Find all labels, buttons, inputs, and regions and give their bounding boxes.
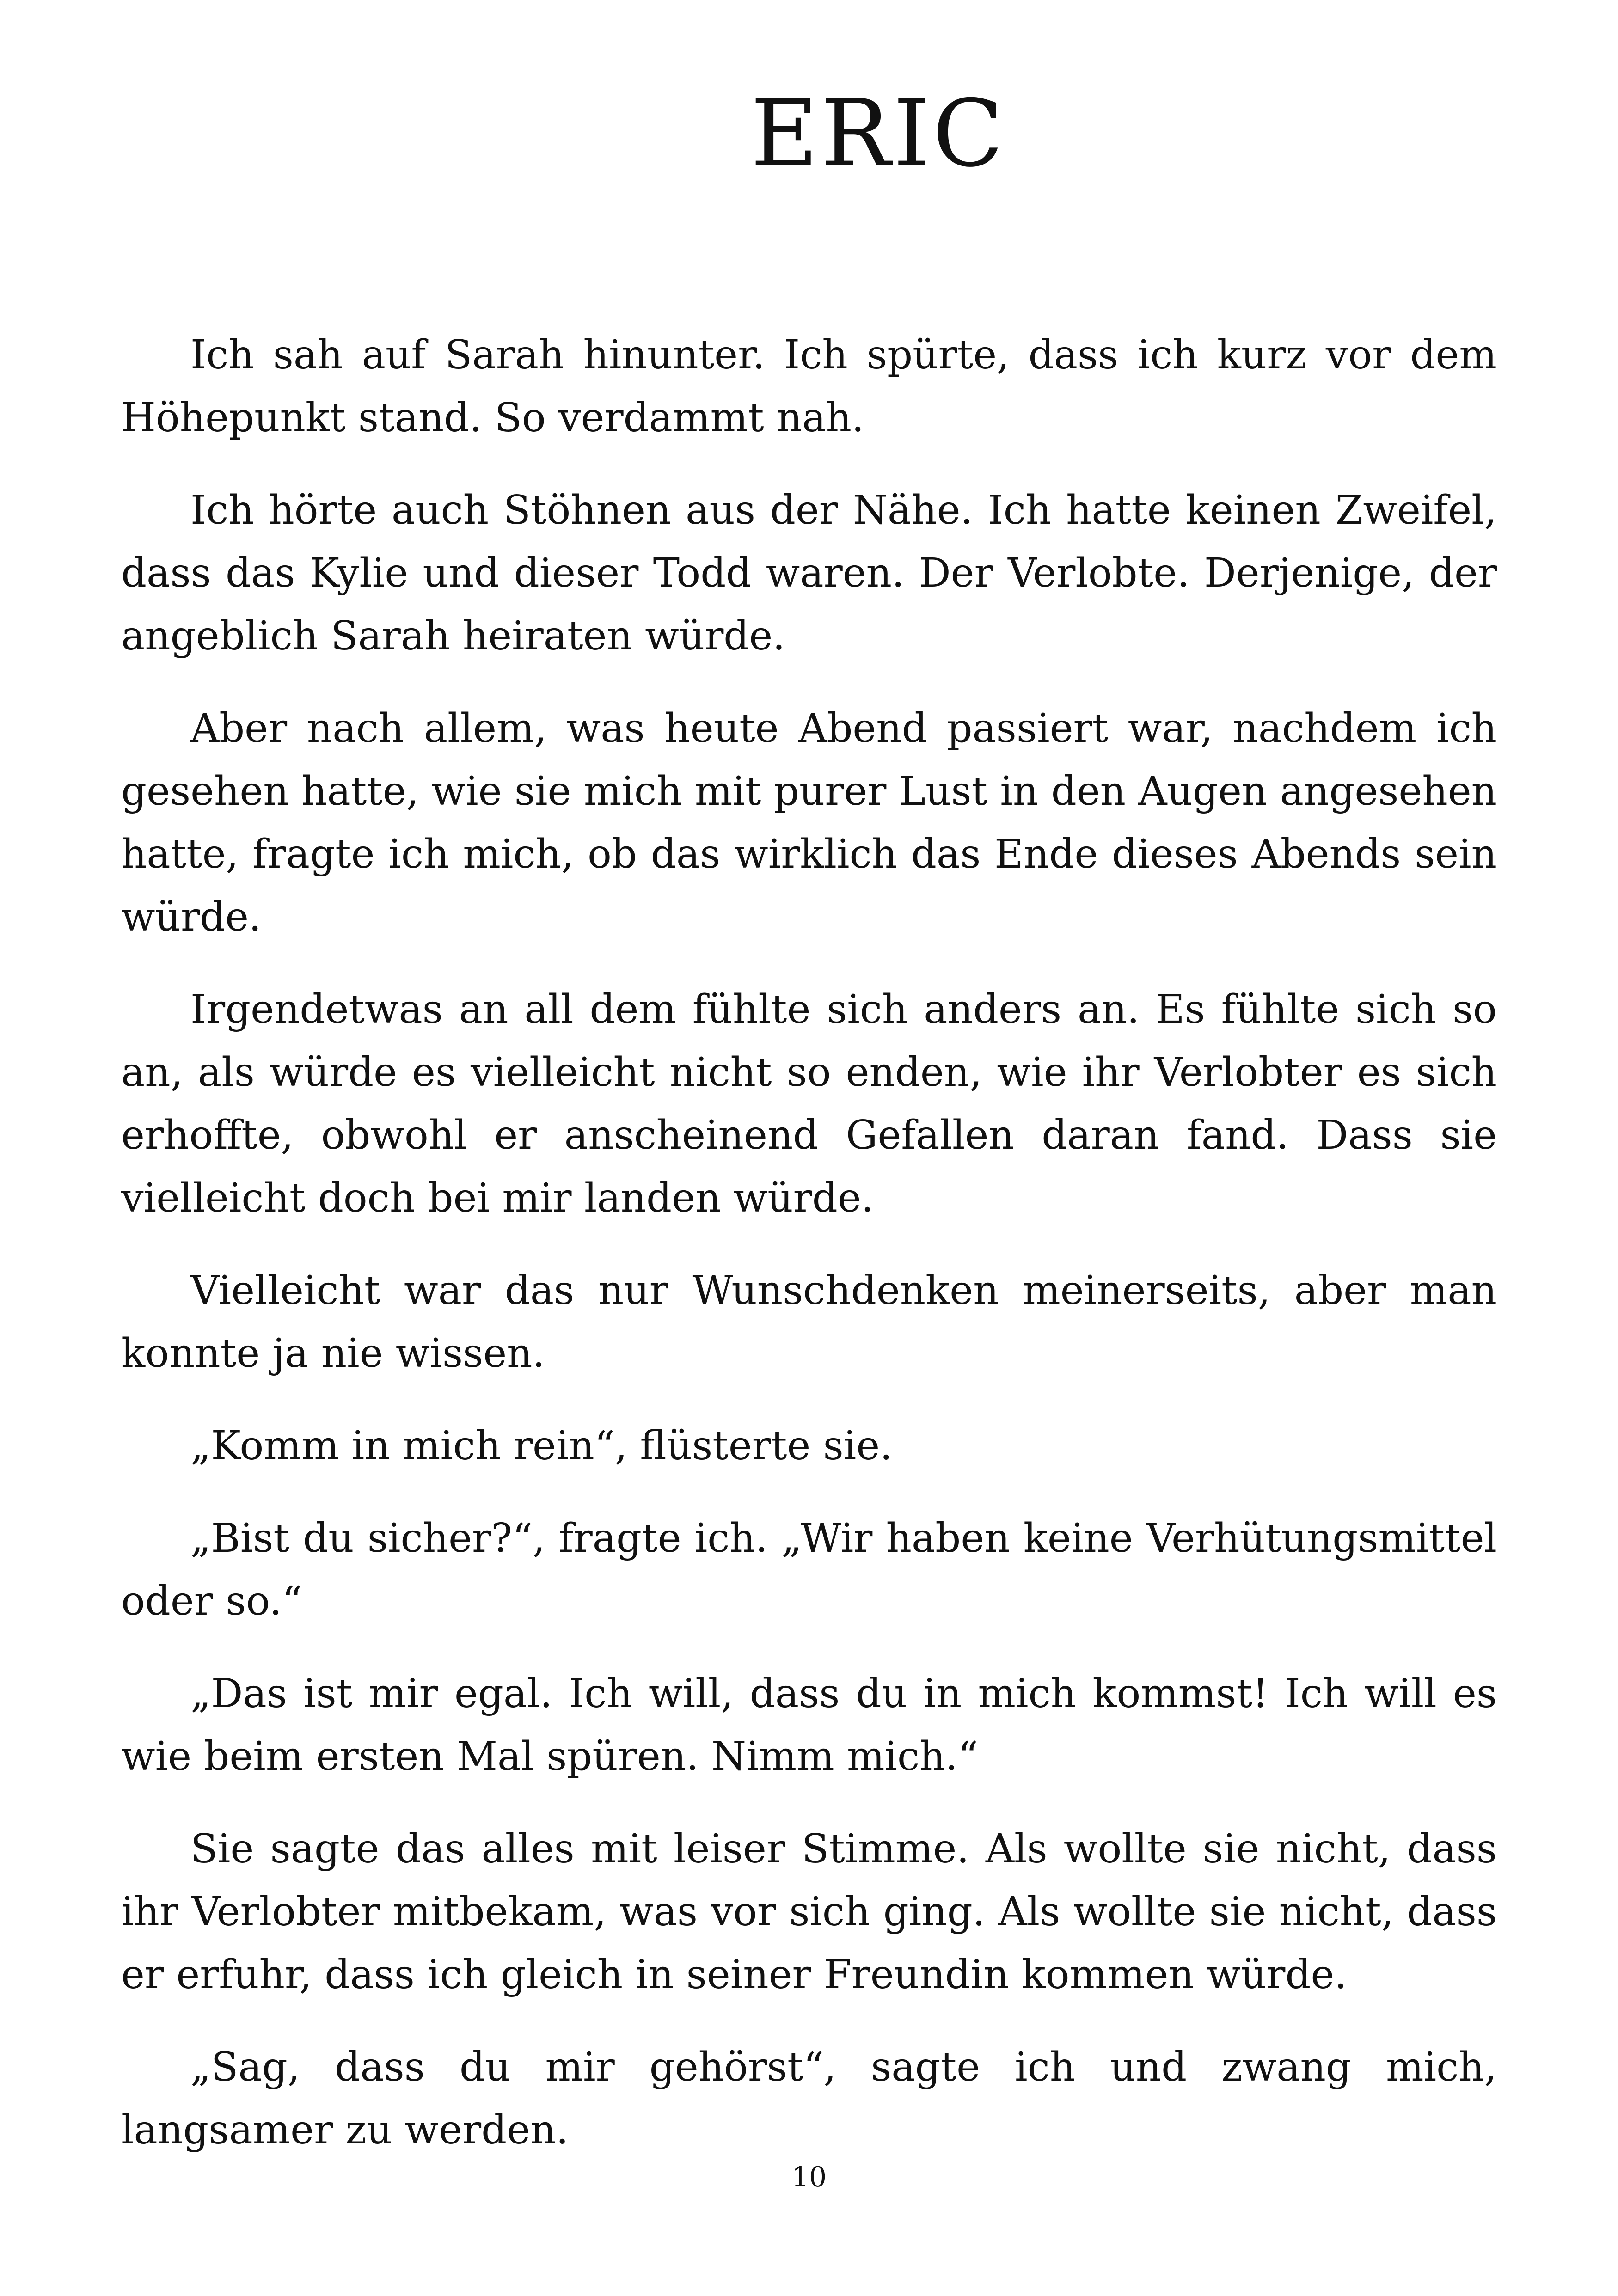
paragraph: „Komm in mich rein“, flüsterte sie. xyxy=(190,1423,893,1469)
paragraph: „Bist du sicher?“, fragte ich. „Wir haben keine Verhütungsmittel oder so.“ xyxy=(121,1515,1497,1624)
chapter-title: ERIC xyxy=(750,80,1006,188)
paragraph: Sie sagte das alles mit leiser Stimme. Als wollte sie nicht, dass ihr Verlobter mitbekam, was vor sich ging. Als wollte sie nicht, dass er erfuhr, dass ich gleich in seiner Freundin kommen würde. xyxy=(121,1826,1497,1998)
paragraph: „Sag, dass du mir gehörst“, sagte ich und zwang mich, langsamer zu werden. xyxy=(121,2044,1497,2153)
paragraph: Aber nach allem, was heute Abend passiert war, nachdem ich gesehen hatte, wie sie mich mit purer Lust in den Augen angesehen hatte, fragte ich mich, ob das wirklich das Ende dieses Abends sein würde. xyxy=(121,705,1497,940)
page-number: 10 xyxy=(791,2161,827,2193)
paragraph: Irgendetwas an all dem fühlte sich anders an. Es fühlte sich so an, als würde es vielleicht nicht so enden, wie ihr Verlobter es sich erhoffte, obwohl er anscheinend Gefallen daran fand. Dass sie vielleicht doch bei mir landen würde. xyxy=(121,986,1497,1221)
paragraph: Ich sah auf Sarah hinunter. Ich spürte, dass ich kurz vor dem Höhepunkt stand. So verdammt nah. xyxy=(121,332,1497,441)
paragraph: Ich hörte auch Stöhnen aus der Nähe. Ich hatte keinen Zweifel, dass das Kylie und dieser Todd waren. Der Verlobte. Derjenige, der angeblich Sarah heiraten würde. xyxy=(121,487,1497,659)
paragraph: Vielleicht war das nur Wunschdenken meinerseits, aber man konnte ja nie wissen. xyxy=(121,1267,1497,1377)
chapter-body xyxy=(121,324,1497,2191)
paragraph: „Das ist mir egal. Ich will, dass du in mich kommst! Ich will es wie beim ersten Mal spüren. Nimm mich.“ xyxy=(121,1671,1497,1780)
